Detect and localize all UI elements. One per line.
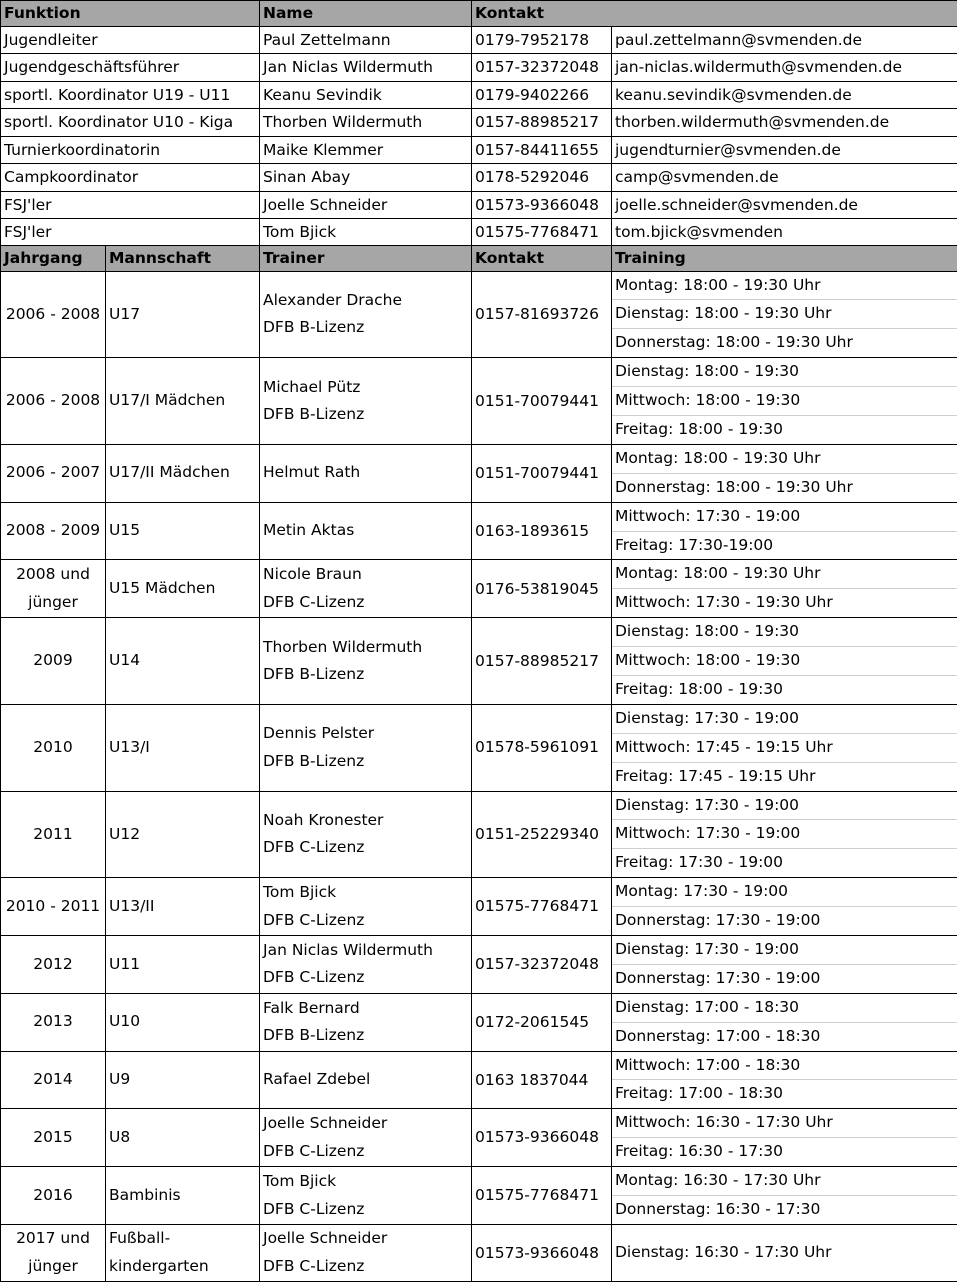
training-slot: Freitag: 17:00 - 18:30: [612, 1080, 957, 1108]
team-row: [1, 935, 957, 993]
team-jahrgang: 2010: [1, 704, 106, 791]
team-mannschaft: U8: [106, 1109, 260, 1167]
team-mannschaft: U14: [106, 618, 260, 705]
team-training: [612, 1109, 957, 1167]
trainer-name: Michael Pütz: [263, 374, 471, 402]
team-mannschaft: U15: [106, 502, 260, 560]
team-trainer: [260, 1051, 472, 1109]
team-row: [1, 271, 957, 358]
trainer-lizenz: DFB B-Lizenz: [263, 401, 471, 429]
staff-funktion: Turnierkoordinatorin: [1, 136, 260, 164]
staff-row: [1, 136, 957, 164]
training-slot: Montag: 18:00 - 19:30 Uhr: [612, 272, 957, 301]
team-trainer: [260, 935, 472, 993]
team-jahrgang: 2013: [1, 993, 106, 1051]
trainer-name: Falk Bernard: [263, 995, 471, 1023]
training-slot: Donnerstag: 16:30 - 17:30: [612, 1196, 957, 1224]
trainer-lizenz: DFB C-Lizenz: [263, 589, 471, 617]
team-phone: 0151-70079441: [472, 358, 612, 445]
training-slot: Montag: 18:00 - 19:30 Uhr: [612, 560, 957, 589]
team-row: [1, 704, 957, 791]
team-row: [1, 993, 957, 1051]
trainer-name: Dennis Pelster: [263, 720, 471, 748]
trainer-name: Helmut Rath: [263, 459, 471, 487]
trainer-lizenz: DFB C-Lizenz: [263, 1196, 471, 1224]
staff-email: keanu.sevindik@svmenden.de: [612, 81, 957, 109]
trainer-name: Noah Kronester: [263, 807, 471, 835]
team-phone: 0172-2061545: [472, 993, 612, 1051]
training-slot: Dienstag: 17:30 - 19:00: [612, 936, 957, 965]
team-mannschaft: U13/II: [106, 878, 260, 936]
staff-email: tom.bjick@svmenden: [612, 219, 957, 247]
training-slot: Mittwoch: 17:30 - 19:30 Uhr: [612, 589, 957, 617]
staff-row: [1, 191, 957, 219]
team-jahrgang: 2011: [1, 791, 106, 878]
team-phone: 0157-81693726: [472, 271, 612, 358]
staff-phone: 0157-88985217: [472, 109, 612, 137]
team-row: [1, 791, 957, 878]
staff-email: thorben.wildermuth@svmenden.de: [612, 109, 957, 137]
training-slot: Donnerstag: 18:00 - 19:30 Uhr: [612, 474, 957, 502]
staff-phone: 0179-9402266: [472, 81, 612, 109]
training-slot: Dienstag: 18:00 - 19:30: [612, 358, 957, 387]
header-trainer: Trainer: [260, 246, 472, 272]
trainer-name: Alexander Drache: [263, 287, 471, 315]
team-phone: 0163-1893615: [472, 502, 612, 560]
header-jahrgang: Jahrgang: [1, 246, 106, 272]
team-mannschaft: U12: [106, 791, 260, 878]
team-trainer: [260, 704, 472, 791]
team-training: [612, 1224, 957, 1281]
training-slot: Freitag: 18:00 - 19:30: [612, 416, 957, 444]
training-slot: Freitag: 16:30 - 17:30: [612, 1138, 957, 1166]
team-jahrgang: 2009: [1, 618, 106, 705]
team-mannschaft: U17/II Mädchen: [106, 444, 260, 502]
team-trainer: [260, 1224, 472, 1281]
team-row: [1, 878, 957, 936]
team-phone: 01573-9366048: [472, 1224, 612, 1281]
trainer-name: Metin Aktas: [263, 517, 471, 545]
team-phone: 01575-7768471: [472, 1167, 612, 1225]
trainer-lizenz: DFB C-Lizenz: [263, 1138, 471, 1166]
team-row: [1, 1167, 957, 1225]
team-trainer: [260, 1109, 472, 1167]
training-slot: Dienstag: 17:30 - 19:00: [612, 792, 957, 821]
team-row: [1, 502, 957, 560]
training-slot: Donnerstag: 17:30 - 19:00: [612, 965, 957, 993]
staff-name: Tom Bjick: [260, 219, 472, 247]
teams-table: [0, 245, 957, 1282]
trainer-name: Joelle Schneider: [263, 1225, 471, 1253]
staff-header-row: [1, 1, 957, 27]
trainer-lizenz: DFB B-Lizenz: [263, 748, 471, 776]
team-mannschaft: U15 Mädchen: [106, 560, 260, 618]
header-mannschaft: Mannschaft: [106, 246, 260, 272]
training-slot: Mittwoch: 17:30 - 19:00: [612, 503, 957, 532]
training-slot: Mittwoch: 17:30 - 19:00: [612, 820, 957, 849]
team-trainer: [260, 618, 472, 705]
trainer-lizenz: DFB B-Lizenz: [263, 314, 471, 342]
team-row: [1, 1051, 957, 1109]
staff-funktion: sportl. Koordinator U10 - Kiga: [1, 109, 260, 137]
team-trainer: [260, 444, 472, 502]
team-jahrgang: 2014: [1, 1051, 106, 1109]
trainer-name: Nicole Braun: [263, 561, 471, 589]
trainer-name: Thorben Wildermuth: [263, 634, 471, 662]
team-training: [612, 704, 957, 791]
team-training: [612, 791, 957, 878]
team-training: [612, 618, 957, 705]
team-trainer: [260, 1167, 472, 1225]
staff-phone: 0178-5292046: [472, 164, 612, 192]
team-mannschaft: Fußball-kindergarten: [106, 1224, 260, 1281]
team-jahrgang: 2010 - 2011: [1, 878, 106, 936]
training-slot: Mittwoch: 16:30 - 17:30 Uhr: [612, 1109, 957, 1138]
team-training: [612, 271, 957, 358]
staff-table: [0, 0, 957, 247]
team-phone: 0163 1837044: [472, 1051, 612, 1109]
trainer-lizenz: DFB B-Lizenz: [263, 661, 471, 689]
team-trainer: [260, 358, 472, 445]
staff-row: [1, 164, 957, 192]
trainer-lizenz: DFB C-Lizenz: [263, 964, 471, 992]
staff-row: [1, 26, 957, 54]
team-training: [612, 878, 957, 936]
staff-email: jan-niclas.wildermuth@svmenden.de: [612, 54, 957, 82]
staff-funktion: Jugendgeschäftsführer: [1, 54, 260, 82]
trainer-lizenz: DFB C-Lizenz: [263, 907, 471, 935]
staff-funktion: Campkoordinator: [1, 164, 260, 192]
trainer-name: Tom Bjick: [263, 879, 471, 907]
staff-name: Keanu Sevindik: [260, 81, 472, 109]
training-slot: Donnerstag: 17:00 - 18:30: [612, 1023, 957, 1051]
team-phone: 0176-53819045: [472, 560, 612, 618]
trainer-name: Tom Bjick: [263, 1168, 471, 1196]
staff-email: paul.zettelmann@svmenden.de: [612, 26, 957, 54]
training-slot: Freitag: 17:30 - 19:00: [612, 849, 957, 877]
team-row: [1, 358, 957, 445]
trainer-lizenz: DFB B-Lizenz: [263, 1022, 471, 1050]
staff-phone: 01573-9366048: [472, 191, 612, 219]
team-jahrgang: 2008 - 2009: [1, 502, 106, 560]
header-kontakt: Kontakt: [472, 246, 612, 272]
training-slot: Freitag: 17:45 - 19:15 Uhr: [612, 763, 957, 791]
team-trainer: [260, 993, 472, 1051]
team-mannschaft: Bambinis: [106, 1167, 260, 1225]
training-slot: Montag: 16:30 - 17:30 Uhr: [612, 1167, 957, 1196]
team-row: [1, 444, 957, 502]
team-phone: 0157-32372048: [472, 935, 612, 993]
staff-phone: 0157-84411655: [472, 136, 612, 164]
team-training: [612, 444, 957, 502]
team-mannschaft: U17/I Mädchen: [106, 358, 260, 445]
team-training: [612, 358, 957, 445]
training-slot: Dienstag: 16:30 - 17:30 Uhr: [612, 1239, 957, 1267]
team-jahrgang: 2006 - 2008: [1, 271, 106, 358]
training-slot: Donnerstag: 18:00 - 19:30 Uhr: [612, 329, 957, 357]
team-jahrgang: 2006 - 2008: [1, 358, 106, 445]
training-slot: Montag: 17:30 - 19:00: [612, 878, 957, 907]
staff-name: Jan Niclas Wildermuth: [260, 54, 472, 82]
team-mannschaft: U9: [106, 1051, 260, 1109]
team-row: [1, 1224, 957, 1281]
training-slot: Mittwoch: 17:00 - 18:30: [612, 1052, 957, 1081]
training-slot: Freitag: 18:00 - 19:30: [612, 676, 957, 704]
staff-name: Joelle Schneider: [260, 191, 472, 219]
staff-row: [1, 81, 957, 109]
staff-email: camp@svmenden.de: [612, 164, 957, 192]
staff-funktion: FSJ'ler: [1, 191, 260, 219]
training-slot: Donnerstag: 17:30 - 19:00: [612, 907, 957, 935]
trainer-name: Jan Niclas Wildermuth: [263, 937, 471, 965]
team-training: [612, 935, 957, 993]
team-jahrgang: 2008 und jünger: [1, 560, 106, 618]
staff-phone: 01575-7768471: [472, 219, 612, 247]
team-mannschaft: U11: [106, 935, 260, 993]
team-jahrgang: 2012: [1, 935, 106, 993]
team-training: [612, 502, 957, 560]
team-training: [612, 560, 957, 618]
team-row: [1, 618, 957, 705]
header-kontakt: Kontakt: [472, 1, 957, 27]
team-phone: 01578-5961091: [472, 704, 612, 791]
staff-name: Thorben Wildermuth: [260, 109, 472, 137]
team-phone: 0151-25229340: [472, 791, 612, 878]
team-trainer: [260, 791, 472, 878]
team-jahrgang: 2015: [1, 1109, 106, 1167]
team-training: [612, 993, 957, 1051]
training-slot: Mittwoch: 17:45 - 19:15 Uhr: [612, 734, 957, 763]
training-slot: Dienstag: 18:00 - 19:30 Uhr: [612, 300, 957, 329]
team-row: [1, 1109, 957, 1167]
header-name: Name: [260, 1, 472, 27]
trainer-name: Rafael Zdebel: [263, 1066, 471, 1094]
training-slot: Montag: 18:00 - 19:30 Uhr: [612, 445, 957, 474]
staff-row: [1, 54, 957, 82]
staff-email: jugendturnier@svmenden.de: [612, 136, 957, 164]
training-slot: Mittwoch: 18:00 - 19:30: [612, 647, 957, 676]
staff-phone: 0157-32372048: [472, 54, 612, 82]
trainer-lizenz: DFB C-Lizenz: [263, 834, 471, 862]
header-funktion: Funktion: [1, 1, 260, 27]
team-phone: 0151-70079441: [472, 444, 612, 502]
staff-name: Maike Klemmer: [260, 136, 472, 164]
training-slot: Dienstag: 17:30 - 19:00: [612, 705, 957, 734]
team-mannschaft: U13/I: [106, 704, 260, 791]
team-mannschaft: U10: [106, 993, 260, 1051]
team-trainer: [260, 271, 472, 358]
staff-row: [1, 109, 957, 137]
team-phone: 01575-7768471: [472, 878, 612, 936]
team-training: [612, 1167, 957, 1225]
staff-funktion: FSJ'ler: [1, 219, 260, 247]
staff-name: Sinan Abay: [260, 164, 472, 192]
team-training: [612, 1051, 957, 1109]
training-slot: Dienstag: 17:00 - 18:30: [612, 994, 957, 1023]
teams-header-row: [1, 246, 957, 272]
team-phone: 01573-9366048: [472, 1109, 612, 1167]
staff-name: Paul Zettelmann: [260, 26, 472, 54]
team-jahrgang: 2016: [1, 1167, 106, 1225]
training-slot: Freitag: 17:30-19:00: [612, 532, 957, 560]
staff-funktion: Jugendleiter: [1, 26, 260, 54]
staff-phone: 0179-7952178: [472, 26, 612, 54]
trainer-name: Joelle Schneider: [263, 1110, 471, 1138]
trainer-lizenz: DFB C-Lizenz: [263, 1253, 471, 1281]
staff-email: joelle.schneider@svmenden.de: [612, 191, 957, 219]
team-phone: 0157-88985217: [472, 618, 612, 705]
header-training: Training: [612, 246, 957, 272]
team-jahrgang: 2017 und jünger: [1, 1224, 106, 1281]
staff-row: [1, 219, 957, 247]
team-row: [1, 560, 957, 618]
team-mannschaft: U17: [106, 271, 260, 358]
staff-funktion: sportl. Koordinator U19 - U11: [1, 81, 260, 109]
team-trainer: [260, 502, 472, 560]
training-slot: Mittwoch: 18:00 - 19:30: [612, 387, 957, 416]
training-slot: Dienstag: 18:00 - 19:30: [612, 618, 957, 647]
team-trainer: [260, 878, 472, 936]
team-jahrgang: 2006 - 2007: [1, 444, 106, 502]
team-trainer: [260, 560, 472, 618]
